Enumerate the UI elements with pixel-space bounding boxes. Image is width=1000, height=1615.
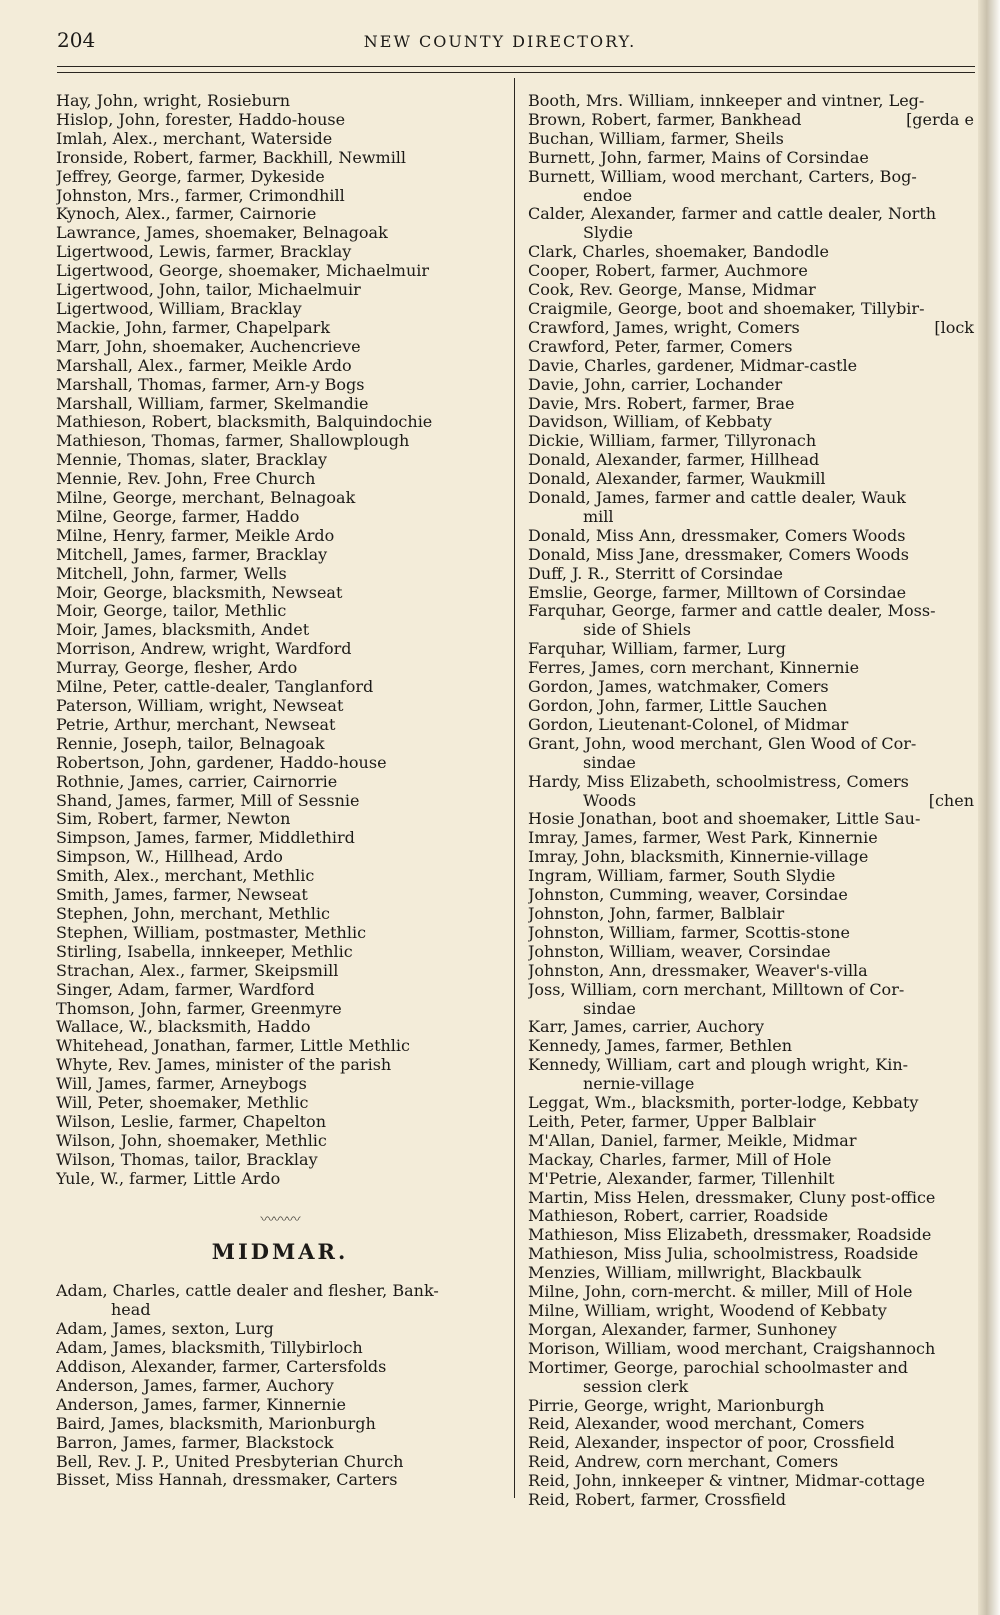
directory-entry bbox=[56, 1434, 504, 1453]
entry-text: Milne, Henry, farmer, Meikle Ardo bbox=[56, 526, 335, 545]
entry-text: Yule, W., farmer, Little Ardo bbox=[56, 1169, 281, 1188]
directory-entry bbox=[56, 357, 504, 376]
directory-entry bbox=[528, 1170, 980, 1189]
entry-continuation: mill bbox=[583, 506, 614, 526]
entry-text: Barron, James, farmer, Blackstock bbox=[56, 1433, 334, 1452]
entry-text: Cook, Rev. George, Manse, Midmar bbox=[528, 281, 816, 300]
entry-text: Pirrie, George, wright, Marionburgh bbox=[528, 1396, 825, 1415]
entry-text: M'Allan, Daniel, farmer, Meikle, Midmar bbox=[528, 1131, 857, 1150]
directory-entry bbox=[528, 924, 980, 943]
entry-text: Leith, Peter, farmer, Upper Balblair bbox=[528, 1112, 816, 1131]
directory-entry bbox=[528, 546, 980, 565]
section-title: MIDMAR. bbox=[211, 1239, 349, 1265]
entry-carryover: [lock bbox=[934, 318, 974, 337]
entry-text: Thomson, John, farmer, Greenmyre bbox=[56, 999, 342, 1018]
entry-text: Paterson, William, wright, Newseat bbox=[56, 697, 344, 715]
directory-entry bbox=[56, 924, 504, 943]
directory-entry bbox=[56, 1453, 504, 1472]
entry-continuation: endoe bbox=[583, 185, 633, 205]
entry-text: Johnston, Cumming, weaver, Corsindae bbox=[528, 886, 848, 905]
directory-entry bbox=[56, 1151, 504, 1170]
entry-text: Gordon, John, farmer, Little Sauchen bbox=[528, 697, 828, 715]
directory-entry bbox=[56, 1377, 504, 1396]
directory-entry bbox=[56, 338, 504, 357]
entry-text: Strachan, Alex., farmer, Skeipsmill bbox=[56, 961, 339, 980]
directory-entry bbox=[528, 640, 980, 659]
entry-text: Simpson, W., Hillhead, Ardo bbox=[56, 848, 283, 867]
entry-text: Simpson, James, farmer, Middlethird bbox=[56, 829, 355, 848]
directory-entry bbox=[56, 1132, 504, 1151]
directory-entry bbox=[56, 1056, 504, 1075]
directory-entry bbox=[56, 659, 504, 678]
directory-entry bbox=[528, 829, 980, 848]
entry-text: Morgan, Alexander, farmer, Sunhoney bbox=[528, 1320, 837, 1339]
running-head: NEW COUNTY DIRECTORY. bbox=[363, 32, 637, 51]
directory-entry bbox=[528, 1151, 980, 1170]
directory-entry bbox=[56, 584, 504, 603]
entry-text: Robertson, John, gardener, Haddo-house bbox=[56, 753, 387, 772]
entry-text: Wilson, Thomas, tailor, Bracklay bbox=[56, 1150, 318, 1169]
header-rule-bottom bbox=[57, 72, 975, 73]
entry-text: Booth, Mrs. William, innkeeper and vintner, Leg- bbox=[528, 92, 925, 110]
entry-text: Ligertwood, Lewis, farmer, Bracklay bbox=[56, 243, 352, 262]
directory-entry bbox=[56, 697, 504, 716]
page-edge bbox=[978, 0, 1000, 1615]
entry-text: Stephen, John, merchant, Methlic bbox=[56, 904, 330, 923]
directory-entry bbox=[528, 1302, 980, 1321]
directory-entry bbox=[56, 262, 504, 281]
directory-entry bbox=[528, 205, 980, 243]
entry-text: Donald, Miss Ann, dressmaker, Comers Woods bbox=[528, 526, 906, 545]
directory-entry bbox=[528, 1415, 980, 1434]
directory-entry bbox=[56, 1358, 504, 1377]
directory-entry bbox=[56, 754, 504, 773]
entry-text: Hay, John, wright, Rosieburn bbox=[56, 92, 290, 110]
directory-entry bbox=[528, 1434, 980, 1453]
directory-entry bbox=[56, 319, 504, 338]
entry-text: Will, Peter, shoemaker, Methlic bbox=[56, 1094, 309, 1113]
page-number: 204 bbox=[57, 28, 96, 52]
directory-entry bbox=[56, 243, 504, 262]
directory-entry bbox=[528, 1472, 980, 1491]
entry-text: Stephen, William, postmaster, Methlic bbox=[56, 923, 367, 942]
entry-continuation: sindae bbox=[583, 752, 636, 772]
entry-text: Mathieson, Miss Elizabeth, dressmaker, Roadside bbox=[528, 1226, 932, 1245]
entry-text: Reid, Alexander, wood merchant, Comers bbox=[528, 1415, 865, 1434]
directory-entry bbox=[56, 432, 504, 451]
entry-text: Adam, Charles, cattle dealer and flesher, Bank- bbox=[56, 1282, 439, 1301]
directory-entry bbox=[56, 1018, 504, 1037]
directory-entry bbox=[56, 1282, 504, 1320]
entry-text: Karr, James, carrier, Auchory bbox=[528, 1018, 765, 1037]
entry-text: Mathieson, Thomas, farmer, Shallowplough bbox=[56, 432, 410, 451]
entry-text: Ferres, James, corn merchant, Kinnernie bbox=[528, 659, 860, 678]
directory-entry bbox=[528, 716, 980, 735]
entry-text: Anderson, James, farmer, Auchory bbox=[56, 1376, 334, 1395]
entry-text: Adam, James, blacksmith, Tillybirloch bbox=[56, 1339, 363, 1358]
entry-text: Donald, Alexander, farmer, Waukmill bbox=[528, 470, 826, 489]
entry-text: Will, James, farmer, Arneybogs bbox=[56, 1075, 307, 1094]
entry-text: Donald, Alexander, farmer, Hillhead bbox=[528, 451, 820, 470]
directory-entry bbox=[528, 451, 980, 470]
directory-entry bbox=[528, 1245, 980, 1264]
entry-text: Kennedy, James, farmer, Bethlen bbox=[528, 1037, 793, 1056]
directory-entry bbox=[56, 1075, 504, 1094]
entry-continuation: nernie-village bbox=[583, 1074, 695, 1094]
directory-entry bbox=[528, 1207, 980, 1226]
directory-entry bbox=[56, 281, 504, 300]
directory-entry bbox=[528, 735, 980, 773]
entry-text: Milne, William, wright, Woodend of Kebbaty bbox=[528, 1302, 887, 1320]
directory-entry bbox=[528, 810, 980, 829]
directory-entry bbox=[528, 1226, 980, 1245]
entry-text: Crawford, James, wright, Comers bbox=[528, 318, 800, 337]
directory-entry bbox=[528, 678, 980, 697]
entry-text: Rennie, Joseph, tailor, Belnagoak bbox=[56, 734, 325, 753]
directory-entry bbox=[56, 168, 504, 187]
entry-text: Reid, Andrew, corn merchant, Comers bbox=[528, 1453, 839, 1472]
directory-entry bbox=[56, 602, 504, 621]
entry-text: Moir, James, blacksmith, Andet bbox=[56, 621, 310, 640]
entry-text: Ligertwood, John, tailor, Michaelmuir bbox=[56, 281, 361, 300]
entry-text: Hardy, Miss Elizabeth, schoolmistress, Comers bbox=[528, 772, 909, 791]
entry-text: Grant, John, wood merchant, Glen Wood of Cor- bbox=[528, 734, 917, 753]
directory-entry bbox=[528, 1018, 980, 1037]
entry-text: Sim, Robert, farmer, Newton bbox=[56, 810, 291, 829]
entry-text: Craigmile, George, boot and shoemaker, Tillybir- bbox=[528, 299, 925, 318]
entry-text: Moir, George, tailor, Methlic bbox=[56, 602, 287, 621]
entry-carryover: [gerda e bbox=[906, 110, 974, 129]
entry-text: Mortimer, George, parochial schoolmaster and bbox=[528, 1358, 909, 1377]
directory-entry bbox=[56, 376, 504, 395]
entry-continuation: Slydie bbox=[583, 223, 633, 243]
entry-text: Emslie, George, farmer, Milltown of Corsindae bbox=[528, 583, 907, 602]
directory-entry bbox=[528, 319, 980, 338]
entry-text: Johnston, Ann, dressmaker, Weaver's-villa bbox=[528, 961, 868, 980]
left-entries bbox=[56, 92, 504, 1189]
directory-entry bbox=[528, 1264, 980, 1283]
entry-text: Mathieson, Robert, blacksmith, Balquindochie bbox=[56, 413, 433, 432]
entry-text: Bell, Rev. J. P., United Presbyterian Church bbox=[56, 1452, 404, 1471]
directory-entry bbox=[56, 149, 504, 168]
directory-entry bbox=[528, 602, 980, 640]
directory-entry bbox=[528, 111, 980, 130]
directory-entry bbox=[56, 829, 504, 848]
entry-text: Johnston, William, weaver, Corsindae bbox=[528, 942, 831, 961]
directory-entry bbox=[528, 773, 980, 811]
directory-entry bbox=[528, 376, 980, 395]
entry-text: Leggat, Wm., blacksmith, porter-lodge, Kebbaty bbox=[528, 1094, 919, 1113]
entry-text: Anderson, James, farmer, Kinnernie bbox=[56, 1395, 347, 1414]
directory-entry bbox=[56, 470, 504, 489]
directory-entry bbox=[56, 187, 504, 206]
entry-text: Milne, John, corn-mercht. & miller, Mill of Hole bbox=[528, 1283, 913, 1302]
directory-entry bbox=[528, 1359, 980, 1397]
directory-entry bbox=[528, 697, 980, 716]
entry-text: Adam, James, sexton, Lurg bbox=[56, 1320, 274, 1339]
directory-entry bbox=[528, 413, 980, 432]
entry-text: Crawford, Peter, farmer, Comers bbox=[528, 337, 793, 356]
entry-text: Smith, Alex., merchant, Methlic bbox=[56, 867, 315, 886]
entry-text: Hosie Jonathan, boot and shoemaker, Little Sau- bbox=[528, 810, 921, 829]
directory-entry bbox=[56, 640, 504, 659]
directory-entry bbox=[528, 1397, 980, 1416]
header-rule-top bbox=[57, 66, 975, 67]
directory-entry bbox=[528, 1094, 980, 1113]
directory-entry bbox=[56, 92, 504, 111]
entry-text: Gordon, James, watchmaker, Comers bbox=[528, 678, 829, 697]
entry-text: Farquhar, George, farmer and cattle dealer, Moss- bbox=[528, 602, 936, 621]
directory-entry bbox=[56, 981, 504, 1000]
directory-entry bbox=[528, 489, 980, 527]
entry-text: Imlah, Alex., merchant, Waterside bbox=[56, 129, 333, 148]
directory-entry bbox=[528, 262, 980, 281]
entry-continuation: sindae bbox=[583, 998, 636, 1018]
directory-entry bbox=[56, 792, 504, 811]
entry-continuation: session clerk bbox=[583, 1376, 689, 1396]
entry-text: Donald, Miss Jane, dressmaker, Comers Woods bbox=[528, 545, 909, 564]
entry-text: Brown, Robert, farmer, Bankhead bbox=[528, 110, 802, 129]
entry-text: Addison, Alexander, farmer, Cartersfolds bbox=[56, 1358, 387, 1376]
entry-text: Mitchell, John, farmer, Wells bbox=[56, 564, 287, 583]
entry-text: Cooper, Robert, farmer, Auchmore bbox=[528, 262, 808, 281]
directory-entry bbox=[528, 867, 980, 886]
entry-text: Shand, James, farmer, Mill of Sessnie bbox=[56, 791, 360, 810]
directory-entry bbox=[56, 867, 504, 886]
entry-text: Davie, John, carrier, Lochander bbox=[528, 375, 783, 394]
entry-text: Lawrance, James, shoemaker, Belnagoak bbox=[56, 224, 388, 243]
entry-text: Milne, George, farmer, Haddo bbox=[56, 507, 300, 526]
entry-text: Petrie, Arthur, merchant, Newseat bbox=[56, 715, 336, 734]
directory-entry bbox=[528, 395, 980, 414]
directory-entry bbox=[528, 1113, 980, 1132]
directory-entry bbox=[56, 1415, 504, 1434]
directory-entry bbox=[528, 1056, 980, 1094]
entry-continuation: head bbox=[111, 1300, 151, 1320]
entry-text: Calder, Alexander, farmer and cattle dealer, North bbox=[528, 205, 937, 224]
entry-text: Reid, John, innkeeper & vintner, Midmar-cottage bbox=[528, 1472, 925, 1491]
directory-entry bbox=[56, 735, 504, 754]
entry-text: Ingram, William, farmer, South Slydie bbox=[528, 867, 836, 886]
entry-text: Buchan, William, farmer, Sheils bbox=[528, 129, 784, 148]
entry-text: Clark, Charles, shoemaker, Bandodle bbox=[528, 243, 829, 262]
directory-entry bbox=[528, 1283, 980, 1302]
directory-entry bbox=[528, 565, 980, 584]
entry-text: Morison, William, wood merchant, Craigshannoch bbox=[528, 1339, 936, 1358]
directory-entry bbox=[56, 1320, 504, 1339]
directory-entry bbox=[56, 565, 504, 584]
directory-entry bbox=[528, 886, 980, 905]
entry-text: Wilson, John, shoemaker, Methlic bbox=[56, 1131, 327, 1150]
directory-entry bbox=[528, 905, 980, 924]
entry-text: Ligertwood, George, shoemaker, Michaelmuir bbox=[56, 262, 430, 281]
directory-entry bbox=[528, 584, 980, 603]
entry-text: Menzies, William, millwright, Blackbaulk bbox=[528, 1264, 862, 1283]
entry-text: Smith, James, farmer, Newseat bbox=[56, 886, 308, 905]
entry-text: Baird, James, blacksmith, Marionburgh bbox=[56, 1414, 376, 1433]
directory-entry bbox=[56, 678, 504, 697]
entry-text: Mennie, Rev. John, Free Church bbox=[56, 470, 316, 489]
entry-text: Farquhar, William, farmer, Lurg bbox=[528, 640, 786, 659]
directory-entry bbox=[56, 546, 504, 565]
directory-entry bbox=[528, 1491, 980, 1510]
directory-entry bbox=[56, 1094, 504, 1113]
entry-text: M'Petrie, Alexander, farmer, Tillenhilt bbox=[528, 1169, 835, 1188]
entry-text: Ligertwood, William, Bracklay bbox=[56, 299, 302, 318]
entry-text: Mathieson, Miss Julia, schoolmistress, Roadside bbox=[528, 1245, 919, 1264]
entry-text: Johnston, John, farmer, Balblair bbox=[528, 904, 785, 923]
directory-entry bbox=[56, 1339, 504, 1358]
directory-entry bbox=[528, 981, 980, 1019]
midmar-left-entries bbox=[56, 1282, 504, 1490]
directory-entry bbox=[56, 413, 504, 432]
entry-text: Mathieson, Robert, carrier, Roadside bbox=[528, 1207, 829, 1226]
entry-text: Joss, William, corn merchant, Milltown of Cor- bbox=[528, 980, 905, 999]
entry-text: Moir, George, blacksmith, Newseat bbox=[56, 583, 343, 602]
entry-continuation: Woods [chen bbox=[552, 792, 980, 811]
directory-entry bbox=[528, 1132, 980, 1151]
entry-text: Mackay, Charles, farmer, Mill of Hole bbox=[528, 1150, 832, 1169]
directory-entry bbox=[528, 1321, 980, 1340]
directory-entry bbox=[528, 1340, 980, 1359]
entry-text: Bisset, Miss Hannah, dressmaker, Carters bbox=[56, 1471, 398, 1490]
entry-text: Mitchell, James, farmer, Bracklay bbox=[56, 545, 328, 564]
entry-text: Wallace, W., blacksmith, Haddo bbox=[56, 1018, 311, 1037]
directory-entry bbox=[56, 621, 504, 640]
directory-entry bbox=[56, 130, 504, 149]
directory-entry bbox=[528, 243, 980, 262]
entry-text: Stirling, Isabella, innkeeper, Methlic bbox=[56, 942, 353, 961]
directory-entry bbox=[56, 205, 504, 224]
directory-entry bbox=[528, 659, 980, 678]
directory-entry bbox=[56, 508, 504, 527]
directory-entry bbox=[528, 1453, 980, 1472]
column-divider bbox=[514, 78, 515, 1498]
directory-entry bbox=[56, 1471, 504, 1490]
directory-entry bbox=[56, 395, 504, 414]
directory-entry bbox=[56, 773, 504, 792]
directory-entry bbox=[56, 943, 504, 962]
directory-entry bbox=[56, 962, 504, 981]
directory-entry bbox=[56, 1170, 504, 1189]
entry-text: Marshall, William, farmer, Skelmandie bbox=[56, 394, 369, 413]
entry-text: Gordon, Lieutenant-Colonel, of Midmar bbox=[528, 715, 849, 734]
entry-text: Dickie, William, farmer, Tillyronach bbox=[528, 432, 817, 451]
entry-text: Marshall, Thomas, farmer, Arn-y Bogs bbox=[56, 375, 365, 394]
directory-entry bbox=[56, 848, 504, 867]
directory-entry bbox=[56, 1113, 504, 1132]
entry-text: Marr, John, shoemaker, Auchencrieve bbox=[56, 337, 361, 356]
directory-entry bbox=[56, 224, 504, 243]
directory-entry bbox=[528, 470, 980, 489]
entry-text: Davie, Charles, gardener, Midmar-castle bbox=[528, 356, 858, 375]
directory-entry bbox=[528, 168, 980, 206]
entry-text: Hislop, John, forester, Haddo-house bbox=[56, 110, 346, 129]
directory-entry bbox=[56, 451, 504, 470]
right-column bbox=[528, 92, 980, 1510]
entry-text: Kynoch, Alex., farmer, Cairnorie bbox=[56, 205, 317, 224]
entry-text: Mackie, John, farmer, Chapelpark bbox=[56, 318, 331, 337]
section-ornament: 〰〰〰 bbox=[260, 1211, 300, 1228]
directory-entry bbox=[528, 962, 980, 981]
directory-entry bbox=[56, 111, 504, 130]
entry-text: Murray, George, flesher, Ardo bbox=[56, 659, 298, 678]
entry-text: Davidson, William, of Kebbaty bbox=[528, 413, 772, 432]
directory-entry bbox=[528, 432, 980, 451]
entry-text: Jeffrey, George, farmer, Dykeside bbox=[56, 167, 325, 186]
directory-entry bbox=[56, 905, 504, 924]
entry-text: Marshall, Alex., farmer, Meikle Ardo bbox=[56, 356, 352, 375]
entry-continuation: side of Shiels bbox=[583, 620, 691, 640]
entry-text: Whitehead, Jonathan, farmer, Little Methlic bbox=[56, 1037, 410, 1056]
entry-text: Milne, George, merchant, Belnagoak bbox=[56, 489, 356, 508]
directory-entry bbox=[56, 527, 504, 546]
directory-entry bbox=[56, 300, 504, 319]
entry-text: Donald, James, farmer and cattle dealer, Wauk bbox=[528, 489, 906, 508]
directory-entry bbox=[56, 1037, 504, 1056]
directory-entry bbox=[56, 489, 504, 508]
entry-text: Reid, Robert, farmer, Crossfield bbox=[528, 1491, 786, 1510]
directory-entry bbox=[56, 1396, 504, 1415]
entry-text: Ironside, Robert, farmer, Backhill, Newmill bbox=[56, 148, 407, 167]
directory-entry bbox=[56, 886, 504, 905]
directory-entry bbox=[528, 1189, 980, 1208]
directory-entry bbox=[528, 527, 980, 546]
entry-text: Kennedy, William, cart and plough wright, Kin- bbox=[528, 1056, 909, 1075]
entry-text: Duff, J. R., Sterritt of Corsindae bbox=[528, 564, 784, 583]
entry-text: Johnston, William, farmer, Scottis-stone bbox=[528, 923, 850, 942]
directory-entry bbox=[56, 810, 504, 829]
entry-text: Wilson, Leslie, farmer, Chapelton bbox=[56, 1112, 326, 1131]
directory-entry bbox=[528, 848, 980, 867]
directory-entry bbox=[528, 1037, 980, 1056]
directory-entry bbox=[528, 357, 980, 376]
directory-entry bbox=[528, 92, 980, 111]
entry-text: Davie, Mrs. Robert, farmer, Brae bbox=[528, 394, 795, 413]
directory-entry bbox=[56, 716, 504, 735]
directory-entry bbox=[528, 130, 980, 149]
entry-text: Martin, Miss Helen, dressmaker, Cluny post-office bbox=[528, 1188, 936, 1207]
entry-text: Mennie, Thomas, slater, Bracklay bbox=[56, 451, 328, 470]
directory-entry bbox=[56, 1000, 504, 1019]
left-column bbox=[56, 92, 504, 1490]
directory-entry bbox=[528, 300, 980, 319]
entry-text: Reid, Alexander, inspector of poor, Crossfield bbox=[528, 1434, 895, 1453]
entry-text: Imray, John, blacksmith, Kinnernie-village bbox=[528, 848, 869, 867]
entry-text: Burnett, John, farmer, Mains of Corsindae bbox=[528, 148, 869, 167]
entry-text: Whyte, Rev. James, minister of the parish bbox=[56, 1056, 392, 1075]
directory-entry bbox=[528, 943, 980, 962]
directory-entry bbox=[528, 149, 980, 168]
entry-carryover: [chen bbox=[928, 790, 974, 810]
entry-text: Imray, James, farmer, West Park, Kinnernie bbox=[528, 829, 878, 848]
directory-entry bbox=[528, 338, 980, 357]
entry-text: Rothnie, James, carrier, Cairnorrie bbox=[56, 772, 338, 791]
entry-text: Morrison, Andrew, wright, Wardford bbox=[56, 640, 352, 659]
entry-text: Milne, Peter, cattle-dealer, Tanglanford bbox=[56, 678, 374, 697]
entry-text: Singer, Adam, farmer, Wardford bbox=[56, 980, 315, 999]
entry-text: Johnston, Mrs., farmer, Crimondhill bbox=[56, 186, 345, 205]
directory-entry bbox=[528, 281, 980, 300]
entry-text: Burnett, William, wood merchant, Carters, Bog- bbox=[528, 167, 917, 186]
